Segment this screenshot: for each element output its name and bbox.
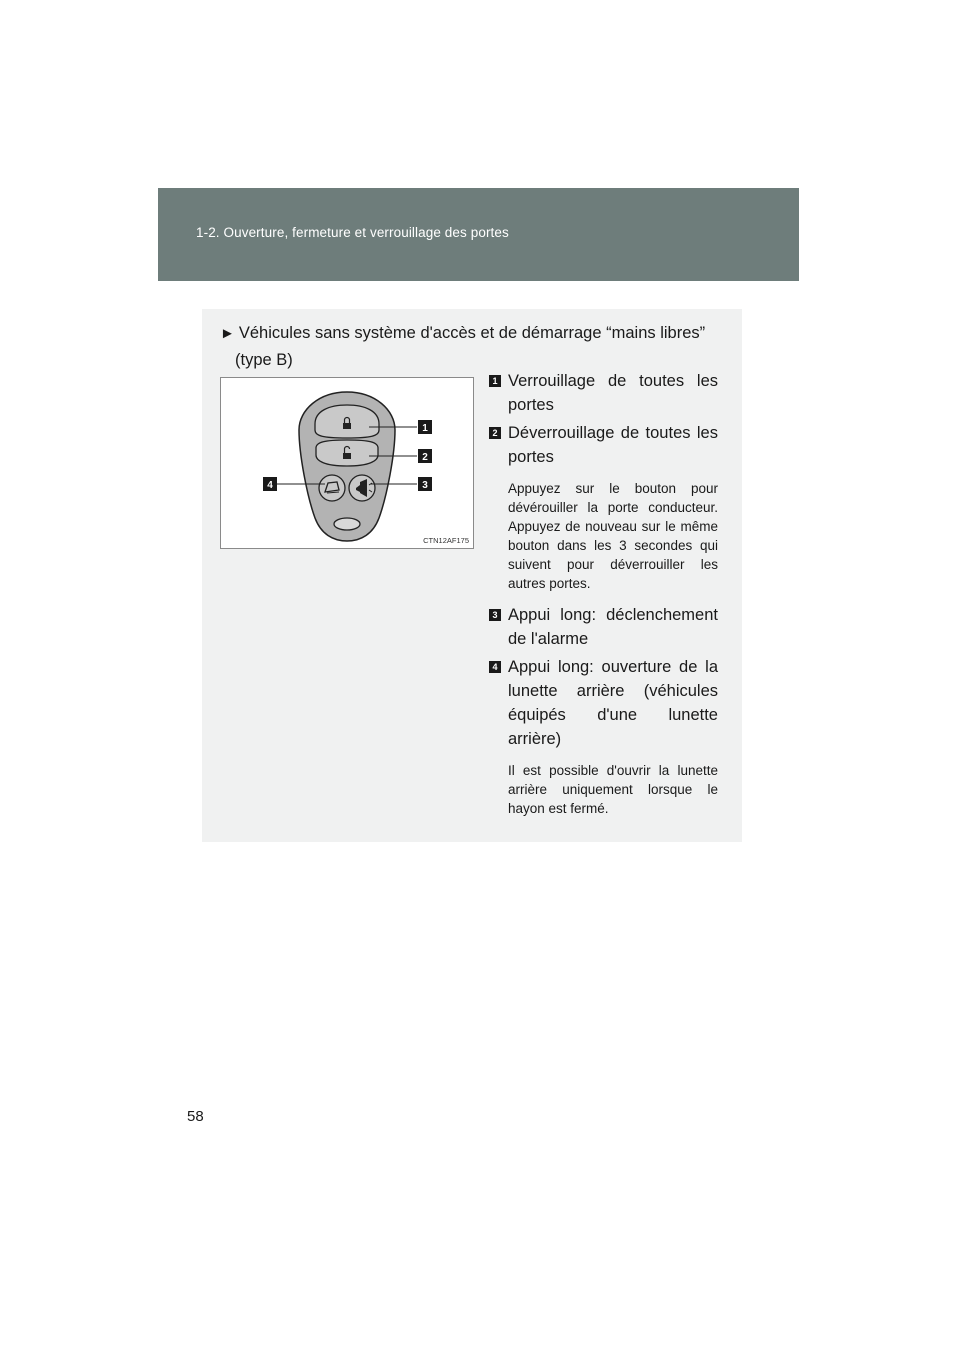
- bottom-button: [334, 518, 360, 530]
- page-number: 58: [187, 1108, 204, 1125]
- item-note: Appuyez sur le bouton pour dévérouiller la porte conducteur. Appuyez de nouveau sur le même bouton dans les 3 secondes qui suivent pour déverrouiller les autres portes.: [508, 481, 718, 591]
- item-text: Verrouillage de toutes les portes: [508, 372, 718, 414]
- list-item: [489, 603, 718, 651]
- item-text: Appui long: ouverture de la lunette arrière (véhicules équipés d'une lunette arrière): [508, 658, 718, 748]
- item-text: Appui long: déclenchement de l'alarme: [508, 606, 718, 648]
- intro-line-2: (type B): [235, 351, 293, 369]
- item-number: 2: [489, 427, 501, 439]
- content-panel: [202, 309, 742, 842]
- list-item: [489, 421, 718, 469]
- key-remote-figure: [220, 377, 474, 549]
- item-list: [489, 369, 718, 818]
- item-note: Il est possible d'ouvrir la lunette arrière uniquement lorsque le hayon est fermé.: [508, 763, 718, 816]
- list-item: [489, 369, 718, 417]
- figure-code: CTN12AF175: [423, 536, 469, 545]
- item-number: 3: [489, 609, 501, 621]
- item-number: 4: [489, 661, 501, 673]
- section-header: [158, 188, 799, 281]
- section-title: 1-2. Ouverture, fermeture et verrouillage des portes: [196, 225, 509, 240]
- callout-4: 4: [267, 480, 273, 491]
- arrow-icon: ►: [220, 325, 235, 342]
- lock-button: [315, 405, 379, 438]
- item-text: Déverrouillage de toutes les portes: [508, 424, 718, 466]
- callout-1: 1: [422, 423, 428, 434]
- callout-2: 2: [422, 452, 428, 463]
- rear-window-button: [319, 475, 345, 501]
- callout-3: 3: [422, 480, 428, 491]
- intro-line-1: Véhicules sans système d'accès et de démarrage “mains libres”: [238, 324, 706, 342]
- item-number: 1: [489, 375, 501, 387]
- intro-heading: [220, 320, 726, 373]
- list-item: [489, 655, 718, 751]
